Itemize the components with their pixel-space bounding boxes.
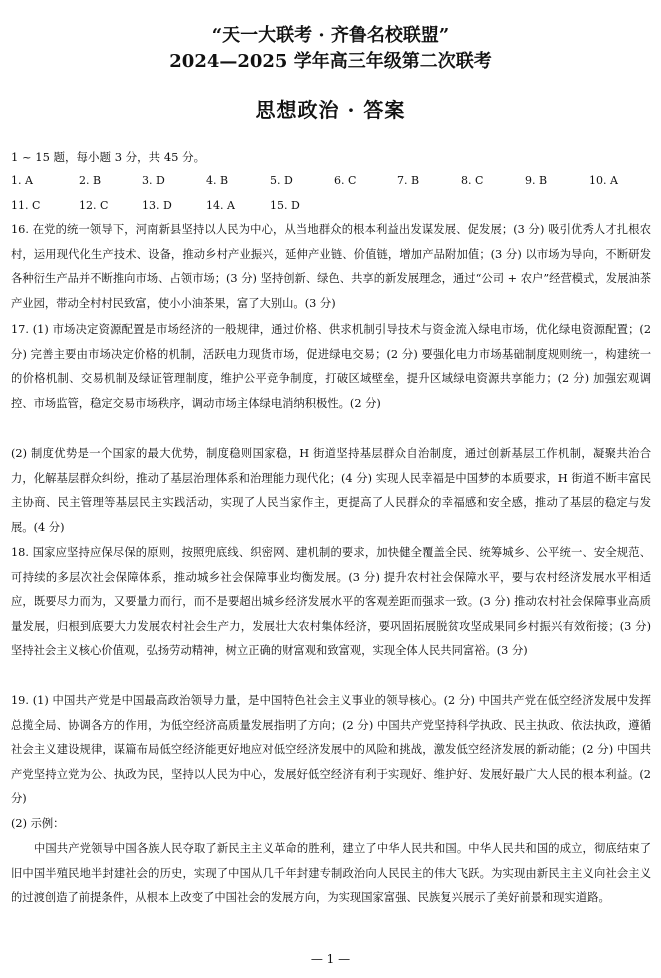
answer-item: 15. D: [270, 199, 300, 212]
answer-item: 5. D: [270, 174, 293, 187]
answer-item: 12. C: [79, 199, 109, 212]
answer-row-2: [11, 198, 651, 214]
question-17-part-2-answer: (2) 制度优势是一个国家的最大优势，制度稳则国家稳，H 街道坚持基层群众自治制度，通过创新基层工作机制，凝聚共治合力，化解基层群众纠纷，推动了基层治理体系和治理能力现代化；(4 分) 实现人民幸福是中国梦的本质要求，H 街道不断丰富民主协商、民主管理等基层民主实践活动，实现了人民当家作主，更提高了人民群众的幸福感和安全感，推动了基层的稳定与发展。(4 分): [11, 447, 651, 534]
question-16-answer: 16. 在党的统一领导下，河南新县坚持以人民为中心，从当地群众的根本利益出发谋发展、促发展；(3 分) 吸引优秀人才扎根农村，运用现代化生产技术、设备，推动乡村产业振兴，延伸产业链、价值链，增加产品附加值；(3 分) 以市场为导向，不断研发各种衍生产品并不断推向市场、占领市场；(3 分) 坚持创新、绿色、共享的新发展理念，通过“公司 + 农户”经营模式，发展油茶产业园，带动全村村民致富，使小小油茶果，富了大别山。(3 分): [11, 223, 651, 310]
answer-item: 7. B: [397, 174, 420, 187]
answer-item: 3. D: [142, 174, 165, 187]
question-19-part-2-label: (2) 示例：: [11, 817, 65, 830]
answer-item: 9. B: [525, 174, 548, 187]
question-19-part-1-answer: 19. (1) 中国共产党是中国最高政治领导力量，是中国特色社会主义事业的领导核心。(2 分) 中国共产党在低空经济发展中发挥总揽全局、协调各方的作用，为低空经济高质量发展指明了方向；(2 分) 中国共产党坚持科学执政、民主执政、依法执政，遵循社会主义建设规律，谋篇布局低空经济能更好地应对低空经济发展中的风险和挑战，激发低空经济发展的新动能；(2 分) 中国共产党坚持立党为公、执政为民，坚持以人民为中心，发展好低空经济有利于实现好、维护好、发展好最广大人民的根本利益。(2 分): [11, 694, 651, 806]
answer-item: 11. C: [11, 199, 41, 212]
answer-item: 1. A: [11, 174, 33, 187]
question-18-answer: 18. 国家应坚持应保尽保的原则，按照兜底线、织密网、建机制的要求，加快健全覆盖全民、统筹城乡、公平统一、安全规范、可持续的多层次社会保障体系，推动城乡社会保障事业均衡发展。(3 分) 提升农村社会保障水平，要与农村经济发展水平相适应，既要尽力而为，又要量力而行，而不是要超出城乡经济发展水平的客观差距而强求一致。(3 分) 推动农村社会保障事业高质量发展，归根到底要大力发展农村社会生产力，发展壮大农村集体经济，要巩固拓展脱贫攻坚成果同乡村振兴有效衔接；(3 分) 坚持社会主义核心价值观，弘扬劳动精神，树立正确的财富观和致富观，实现全体人民共同富裕。(3 分): [11, 546, 651, 658]
answer-row-1: [11, 173, 651, 189]
question-19-part-2-example: 中国共产党领导中国各族人民夺取了新民主主义革命的胜利，建立了中华人民共和国。中华人民共和国的成立，彻底结束了旧中国半殖民地半封建社会的历史，实现了中国从几千年封建专制政治向人民民主的伟大飞跃。为实现由新民主主义向社会主义的过渡创造了前提条件，从根本上改变了中国社会的发展方向，为实现国家富强、民族复兴展示了美好前景和现实道路。: [11, 842, 651, 905]
answer-item: 14. A: [206, 199, 235, 212]
answer-item: 8. C: [461, 174, 484, 187]
page-number: — 1 —: [310, 952, 351, 966]
answer-item: 13. D: [142, 199, 172, 212]
exam-union-title: “天一大联考 · 齐鲁名校联盟”: [211, 25, 450, 46]
answer-item: 4. B: [206, 174, 229, 187]
answer-item: 10. A: [589, 174, 618, 187]
exam-session-title: 2024—2025 学年高三年级第二次联考: [169, 51, 492, 72]
answer-item: 6. C: [334, 174, 357, 187]
answer-item: 2. B: [79, 174, 102, 187]
multiple-choice-intro: 1 ~ 15 题，每小题 3 分，共 45 分。: [11, 150, 206, 164]
subject-title: 思想政治 · 答案: [255, 98, 406, 122]
question-17-part-1-answer: 17. (1) 市场决定资源配置是市场经济的一般规律，通过价格、供求机制引导技术与资金流入绿电市场，优化绿电资源配置；(2 分) 完善主要由市场决定价格的机制，活跃电力现货市场，促进绿电交易；(2 分) 要强化电力市场基础制度规则统一，构建统一的价格机制、交易机制及绿证管理制度，维护公平竞争制度，打破区域壁垒，提升区域绿电资源共享能力；(2 分) 加强宏观调控、市场监管，稳定交易市场秩序，调动市场主体绿电消纳积极性。(2 分): [11, 323, 651, 410]
